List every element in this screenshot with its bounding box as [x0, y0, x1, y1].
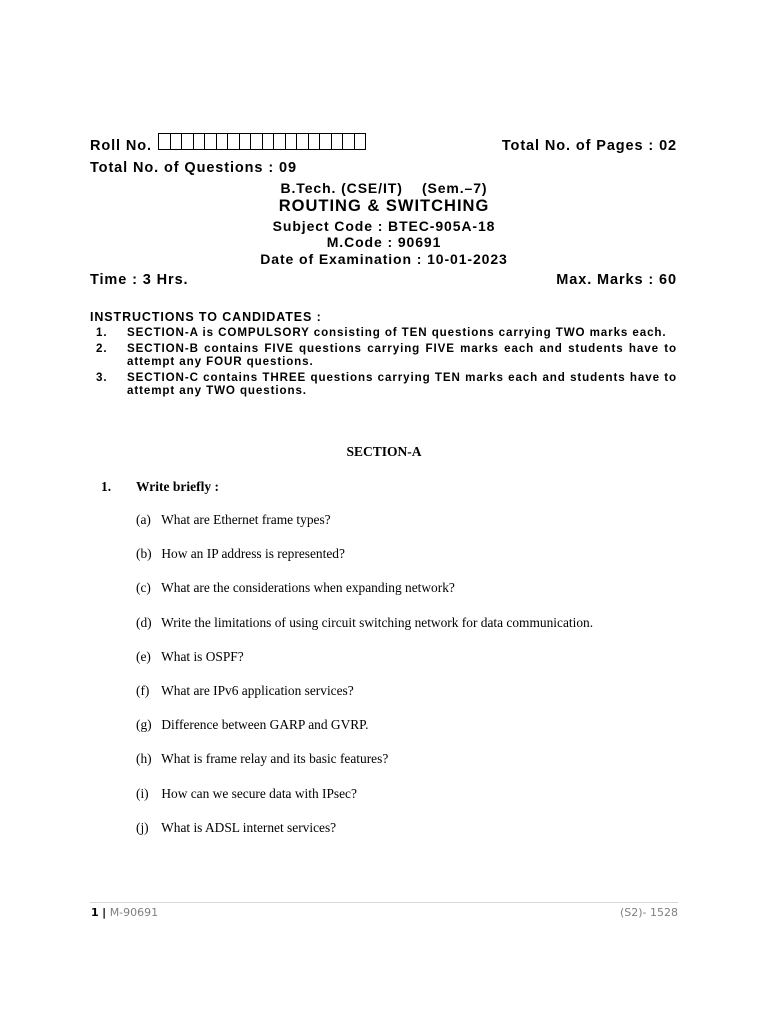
question-part [136, 546, 593, 580]
course-line [0, 180, 768, 196]
part-label: (e) [136, 648, 151, 664]
question-part [136, 751, 593, 785]
instruction-number: 2. [96, 341, 108, 355]
question-part [136, 615, 593, 649]
part-label: (a) [136, 512, 151, 527]
question-parts-list [136, 512, 593, 854]
part-text: Difference between GARP and GVRP. [161, 717, 369, 733]
instruction-item [96, 342, 677, 368]
question-part [136, 820, 593, 854]
page-number: 1 [91, 906, 99, 919]
part-text: Write the limitations of using circuit switching network for data communication. [161, 614, 594, 630]
exam-date: Date of Examination : 10-01-2023 [260, 251, 508, 267]
part-label: (g) [136, 717, 152, 733]
part-label: (d) [136, 614, 152, 630]
part-label: (h) [136, 751, 152, 767]
part-label: (i) [136, 785, 149, 801]
part-text: What is OSPF? [161, 648, 244, 664]
part-text: What is frame relay and its basic features? [161, 751, 389, 767]
instruction-item [96, 371, 677, 397]
instruction-number: 3. [96, 370, 108, 384]
part-text: How an IP address is represented? [161, 546, 345, 562]
course: B.Tech. (CSE/IT) [280, 180, 403, 196]
part-text: What are IPv6 application services? [161, 682, 354, 698]
instruction-number: 1. [96, 326, 108, 339]
mcode: M.Code : 90691 [326, 234, 442, 250]
instruction-item [96, 326, 677, 339]
max-marks: Max. Marks : 60 [556, 272, 677, 288]
question-part [136, 649, 593, 683]
instructions-list [96, 326, 677, 400]
footer-divider [90, 902, 678, 903]
part-text: How can we secure data with IPsec? [161, 785, 357, 801]
total-questions: Total No. of Questions : 09 [90, 160, 297, 176]
part-text: What are the considerations when expanding network? [161, 580, 455, 596]
section-a-title: SECTION-A [346, 444, 422, 459]
part-text: What is ADSL internet services? [161, 819, 337, 835]
part-label: (c) [136, 580, 151, 596]
part-label: (b) [136, 546, 152, 562]
question-title: Write briefly : [136, 479, 219, 494]
roll-no-label: Roll No. [90, 138, 152, 154]
subject-code: Subject Code : BTEC-905A-18 [272, 218, 496, 234]
instruction-text: SECTION-C contains THREE questions carrying TEN marks each and students have to attempt any TWO questions. [127, 370, 677, 397]
part-label: (f) [136, 682, 150, 698]
question-part [136, 580, 593, 614]
part-text: What are Ethernet frame types? [161, 512, 331, 527]
semester: (Sem.–7) [421, 180, 488, 196]
question-part [136, 717, 593, 751]
total-pages: Total No. of Pages : 02 [501, 138, 677, 154]
instruction-text: SECTION-A is COMPULSORY consisting of TEN questions carrying TWO marks each. [127, 326, 667, 339]
question-part [136, 786, 593, 820]
instruction-text: SECTION-B contains FIVE questions carrying FIVE marks each and students have to attempt any FOUR questions. [127, 341, 677, 368]
question-number: 1. [101, 479, 112, 494]
time: Time : 3 Hrs. [90, 272, 189, 288]
question-part [136, 512, 593, 546]
question-part [136, 683, 593, 717]
footer-code: M-90691 [109, 906, 159, 919]
part-label: (j) [136, 819, 149, 835]
footer-separator: | [102, 906, 107, 919]
roll-no-boxes[interactable] [158, 133, 366, 150]
subject-title: ROUTING & SWITCHING [278, 197, 490, 215]
footer-right: (S2)- 1528 [619, 906, 678, 919]
footer-left [91, 906, 158, 919]
instructions-heading: INSTRUCTIONS TO CANDIDATES : [90, 310, 322, 324]
